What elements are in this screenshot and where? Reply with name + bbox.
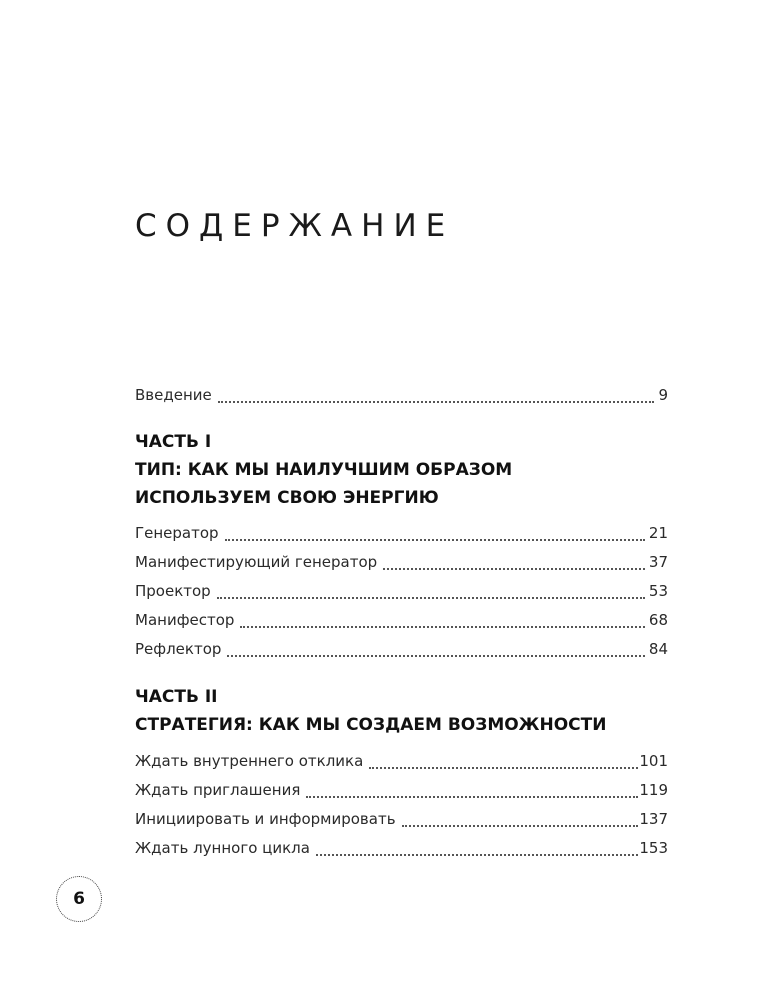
toc-entry-page: 153	[639, 839, 668, 857]
toc-entry-introduction[interactable]	[135, 386, 668, 408]
toc-leader-dots	[316, 854, 638, 856]
toc-entry-label: Манифестирующий генератор	[135, 553, 378, 571]
toc-entry-initiate-inform[interactable]	[135, 810, 668, 832]
page-title: СОДЕРЖАНИЕ	[135, 208, 455, 244]
page-number-badge	[56, 876, 102, 922]
part-1-title-line-2: ИСПОЛЬЗУЕМ СВОЮ ЭНЕРГИЮ	[135, 488, 439, 508]
toc-entry-page: 53	[648, 582, 668, 600]
page-number: 6	[73, 889, 85, 909]
toc-entry-page: 21	[648, 524, 668, 542]
toc-entry-page: 37	[648, 553, 668, 571]
toc-entry-label: Манифестор	[135, 611, 235, 629]
toc-entry-generator[interactable]	[135, 524, 668, 546]
toc-leader-dots	[227, 655, 644, 657]
toc-entry-page: 9	[658, 386, 668, 404]
toc-entry-page: 68	[648, 611, 668, 629]
toc-entry-wait-invitation[interactable]	[135, 781, 668, 803]
toc-entry-wait-inner-response[interactable]	[135, 752, 668, 774]
toc-entry-label: Проектор	[135, 582, 211, 600]
toc-entry-projector[interactable]	[135, 582, 668, 604]
toc-entry-label: Генератор	[135, 524, 219, 542]
part-2-title-line-1: СТРАТЕГИЯ: КАК МЫ СОЗДАЕМ ВОЗМОЖНОСТИ	[135, 715, 607, 735]
toc-entry-manifestor[interactable]	[135, 611, 668, 633]
toc-entry-label: Рефлектор	[135, 640, 222, 658]
toc-entry-reflector[interactable]	[135, 640, 668, 662]
toc-leader-dots	[383, 568, 645, 570]
toc-leader-dots	[217, 597, 645, 599]
toc-leader-dots	[225, 539, 645, 541]
toc-entry-label: Ждать внутреннего отклика	[135, 752, 364, 770]
toc-entry-label: Инициировать и информировать	[135, 810, 396, 828]
toc-leader-dots	[369, 767, 638, 769]
toc-entry-wait-lunar-cycle[interactable]	[135, 839, 668, 861]
toc-entry-label: Ждать приглашения	[135, 781, 301, 799]
toc-entry-label: Введение	[135, 386, 212, 404]
toc-entry-page: 119	[639, 781, 668, 799]
toc-leader-dots	[306, 796, 638, 798]
toc-entry-page: 101	[639, 752, 668, 770]
toc-leader-dots	[240, 626, 644, 628]
part-1-title-line-1: ТИП: КАК МЫ НАИЛУЧШИМ ОБРАЗОМ	[135, 460, 513, 480]
part-1-label: ЧАСТЬ I	[135, 432, 212, 452]
toc-leader-dots	[402, 825, 639, 827]
toc-entry-page: 137	[639, 810, 668, 828]
toc-entry-manifesting-generator[interactable]	[135, 553, 668, 575]
toc-leader-dots	[218, 401, 655, 403]
toc-entry-label: Ждать лунного цикла	[135, 839, 310, 857]
part-2-label: ЧАСТЬ II	[135, 687, 218, 707]
toc-entry-page: 84	[648, 640, 668, 658]
